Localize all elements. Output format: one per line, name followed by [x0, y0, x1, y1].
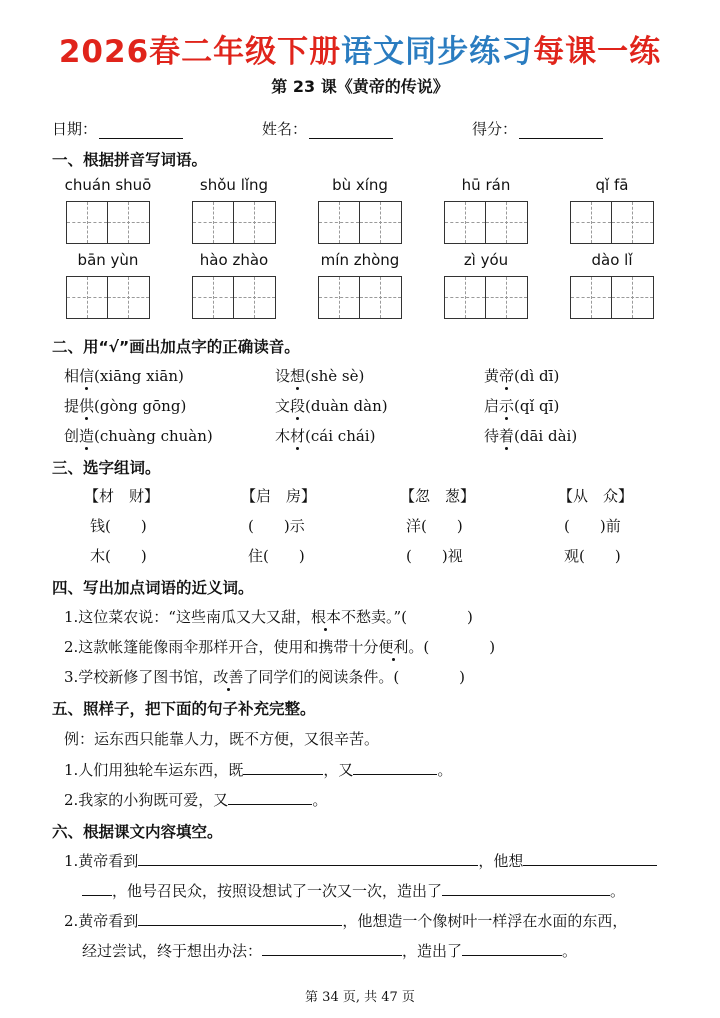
dotted-char: 帝: [499, 367, 515, 385]
lesson-subtitle: 第 23 课《黄帝的传说》: [271, 77, 449, 96]
char: 木: [275, 427, 291, 445]
score-blank[interactable]: [519, 122, 603, 139]
tianzige-box[interactable]: [66, 276, 150, 319]
synonym-question-2[interactable]: [64, 636, 495, 657]
q-text: 2.这款帐篷能像雨伞那样开合，使用和携带十分: [64, 638, 379, 656]
q-text: 。: [610, 882, 626, 900]
pinyin-label: dào lǐ: [591, 251, 633, 269]
char: 相: [64, 367, 80, 385]
q-text: 1.人们用独轮车运东西，既: [64, 761, 244, 779]
choice-pair: 【从 众】: [558, 487, 634, 505]
pinyin-options: (qǐ qī): [514, 397, 560, 415]
dotted-char: 信: [79, 367, 95, 385]
answer-blank[interactable]: [523, 850, 657, 866]
pinyin-options: (dì dī): [514, 367, 560, 385]
pinyin-label: chuán shuō: [64, 176, 152, 194]
dotted-char: 材: [290, 427, 306, 445]
fill-question-1-line1[interactable]: [64, 850, 657, 871]
name-label: 姓名：: [262, 120, 308, 138]
pinyin-options: (duàn dàn): [305, 397, 388, 415]
tianzige-box[interactable]: [318, 276, 402, 319]
fill-question-2-line2[interactable]: [82, 940, 577, 961]
dotted-text: 根本: [310, 608, 341, 626]
q-text: ，又: [323, 761, 354, 779]
q-text: ，他想: [478, 852, 524, 870]
word-blank[interactable]: 住( ): [248, 547, 305, 565]
title-series: 每课一练: [533, 34, 662, 70]
answer-blank[interactable]: [353, 759, 437, 775]
title-grade: 2026春二年级下册: [58, 34, 342, 70]
choice-pair: 【材 财】: [84, 487, 160, 505]
reading-item[interactable]: [64, 365, 184, 386]
pinyin-label: bān yùn: [77, 251, 139, 269]
choice-pair: 【忽 葱】: [400, 487, 476, 505]
dotted-text: 便利: [378, 638, 409, 656]
reading-item[interactable]: [275, 425, 375, 446]
word-blank[interactable]: ( )示: [248, 517, 305, 535]
reading-item[interactable]: [275, 395, 388, 416]
char: 启: [484, 397, 500, 415]
word-blank[interactable]: 观( ): [564, 547, 621, 565]
word-blank[interactable]: 木( ): [90, 547, 147, 565]
pinyin-label: zì yóu: [463, 251, 509, 269]
char: 文: [275, 397, 291, 415]
tianzige-box[interactable]: [444, 201, 528, 244]
answer-blank[interactable]: [442, 880, 610, 896]
answer-blank[interactable]: [138, 910, 342, 926]
pinyin-label: hū rán: [461, 176, 511, 194]
reading-item[interactable]: [484, 365, 559, 386]
section-1-heading: 一、根据拼音写词语。: [52, 151, 208, 169]
tianzige-box[interactable]: [570, 276, 654, 319]
section-5-heading: 五、照样子，把下面的句子补充完整。: [52, 700, 316, 718]
q-text: 了同学们的阅读条件。( ): [243, 668, 466, 686]
score-field: [472, 118, 603, 139]
reading-item[interactable]: [484, 395, 559, 416]
q-text: 不愁卖。”( ): [341, 608, 473, 626]
answer-blank[interactable]: [138, 850, 478, 866]
title-subject: 语文同步练习: [341, 34, 534, 70]
q-text: 2.我家的小狗既可爱，又: [64, 791, 229, 809]
pinyin-label: bù xíng: [332, 176, 388, 194]
word-blank[interactable]: 洋( ): [406, 517, 463, 535]
answer-blank[interactable]: [243, 759, 323, 775]
q-text: 。: [312, 791, 328, 809]
dotted-word: [311, 608, 341, 626]
section-6-heading: 六、根据课文内容填空。: [52, 823, 223, 841]
pinyin-options: (xiāng xiān): [94, 367, 184, 385]
dotted-char: 着: [499, 427, 515, 445]
tianzige-box[interactable]: [66, 201, 150, 244]
q-text: 3.学校新修了图书馆，: [64, 668, 214, 686]
answer-blank[interactable]: [228, 789, 312, 805]
page-title: [0, 26, 720, 71]
char: 提: [64, 397, 80, 415]
dotted-text: 改善: [213, 668, 244, 686]
answer-blank[interactable]: [82, 880, 112, 896]
q-text: 1.这位菜农说：“这些南瓜又大又甜，: [64, 608, 311, 626]
reading-item[interactable]: [64, 425, 213, 446]
tianzige-box[interactable]: [318, 201, 402, 244]
word-blank[interactable]: ( )视: [406, 547, 463, 565]
char: 黄: [484, 367, 500, 385]
q-text: 。( ): [408, 638, 496, 656]
dotted-char: 段: [290, 397, 306, 415]
choice-pair: 【启 房】: [241, 487, 317, 505]
pinyin-label: qǐ fā: [595, 176, 629, 194]
answer-blank[interactable]: [262, 940, 402, 956]
pinyin-options: (cái chái): [305, 427, 376, 445]
q-text: 。: [562, 942, 578, 960]
word-blank[interactable]: ( )前: [564, 517, 621, 535]
q-text: ，他号召民众，按照设想试了一次又一次，造出了: [112, 882, 443, 900]
answer-blank[interactable]: [462, 940, 562, 956]
q-text: ，他想造一个像树叶一样浮在水面的东西，: [342, 912, 628, 930]
page-footer: 第 34 页, 共 47 页: [305, 990, 415, 1005]
dotted-char: 造: [79, 427, 95, 445]
synonym-question-3[interactable]: [64, 666, 465, 687]
fill-question-2-line1[interactable]: [64, 910, 627, 931]
pinyin-options: (chuàng chuàn): [94, 427, 213, 445]
name-blank[interactable]: [309, 122, 393, 139]
reading-item[interactable]: [484, 425, 577, 446]
char: 设: [275, 367, 291, 385]
section-4-heading: 四、写出加点词语的近义词。: [52, 579, 254, 597]
word-blank[interactable]: 钱( ): [90, 517, 147, 535]
q-text: 。: [437, 761, 453, 779]
date-field: [52, 118, 183, 139]
dotted-char: 示: [499, 397, 515, 415]
pinyin-options: (gòng gōng): [94, 397, 187, 415]
date-blank[interactable]: [99, 122, 183, 139]
synonym-question-1[interactable]: [64, 606, 473, 627]
date-label: 日期：: [52, 120, 98, 138]
char: 待: [484, 427, 500, 445]
tianzige-box[interactable]: [192, 276, 276, 319]
q-text: ，造出了: [402, 942, 463, 960]
reading-item[interactable]: [275, 365, 364, 386]
tianzige-box[interactable]: [570, 201, 654, 244]
section-2-heading: 二、用“√”画出加点字的正确读音。: [52, 338, 300, 356]
dotted-char: 想: [290, 367, 306, 385]
q-text: 经过尝试，终于想出办法：: [82, 942, 263, 960]
score-label: 得分：: [472, 120, 518, 138]
pinyin-label: shǒu lǐng: [199, 176, 269, 194]
pinyin-label: hào zhào: [199, 251, 269, 269]
q-text: 1.黄帝看到: [64, 852, 139, 870]
sentence-question-2[interactable]: [64, 789, 327, 810]
pinyin-label: mín zhòng: [320, 251, 400, 269]
pinyin-options: (shè sè): [305, 367, 365, 385]
fill-question-1-line2[interactable]: [82, 880, 625, 901]
name-field: [262, 118, 393, 139]
reading-item[interactable]: [64, 395, 186, 416]
section-3-heading: 三、选字组词。: [52, 459, 161, 477]
char: 创: [64, 427, 80, 445]
pinyin-options: (dāi dài): [514, 427, 578, 445]
tianzige-box[interactable]: [192, 201, 276, 244]
sentence-question-1[interactable]: [64, 759, 452, 780]
tianzige-box[interactable]: [444, 276, 528, 319]
dotted-char: 供: [79, 397, 95, 415]
example-sentence: 例：运东西只能靠人力，既不方便，又很辛苦。: [64, 730, 380, 748]
q-text: 2.黄帝看到: [64, 912, 139, 930]
